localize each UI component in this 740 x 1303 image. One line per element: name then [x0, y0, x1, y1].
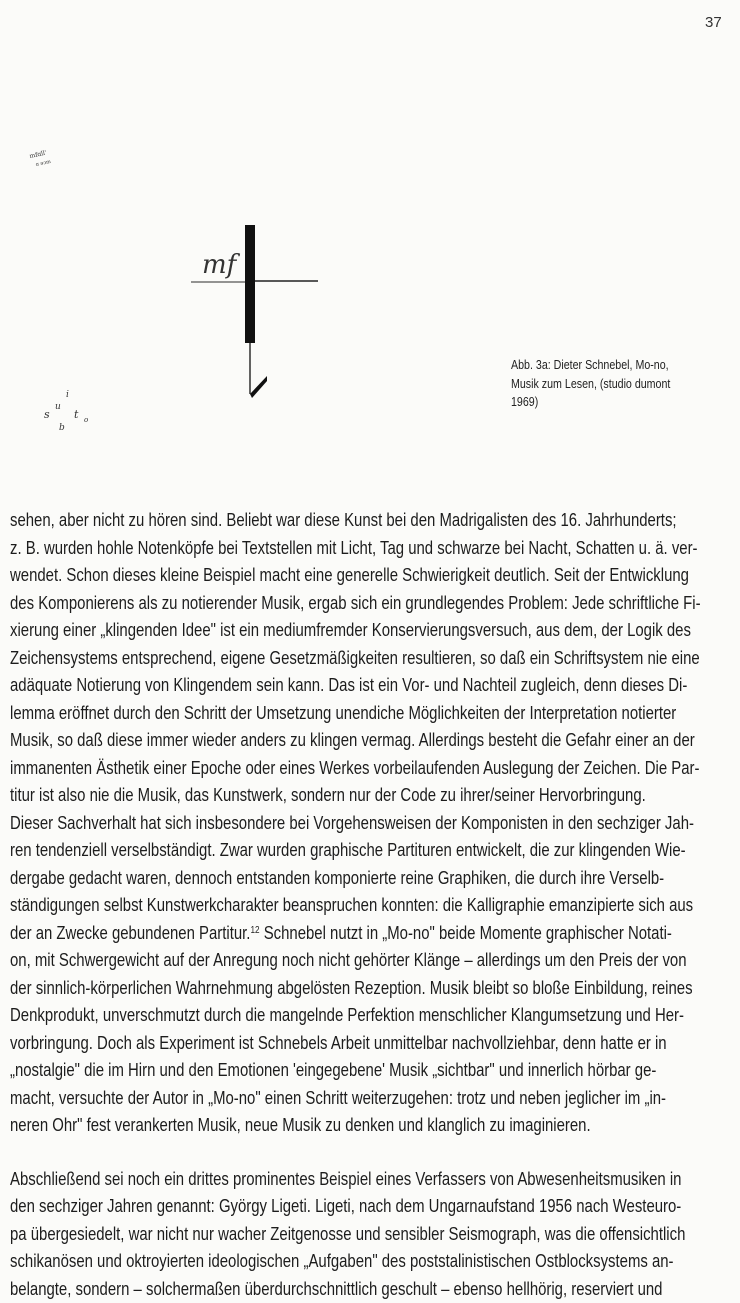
text-line: den sechziger Jahren genannt: György Ligeti. Ligeti, nach dem Ungarnaufstand 1956 nach Westeuro-: [10, 1193, 584, 1221]
text-line: Musik, so daß diese immer wieder anders zu klingen vermag. Allerdings besteht die Gefahr einer an der: [10, 727, 584, 755]
tiny-mark-2: ɑ əɔm: [35, 159, 51, 168]
text-line: lemma eröffnet durch den Schritt der Umsetzung unendiche Möglichkeiten der Interpretation notierter: [10, 700, 584, 728]
text-line: belangte, sondern – solchermaßen überdurchschnittlich geschult – ebenso hellhörig, reserviert und: [10, 1276, 584, 1303]
text-line: xierung einer „klingenden Idee" ist ein mediumfremder Konservierungsversuch, aus dem, der Logik des: [10, 617, 584, 645]
body-text: [10, 507, 710, 1303]
figure-mono-score: [0, 0, 740, 500]
letter-i: i: [66, 390, 69, 400]
letter-s: s: [44, 408, 50, 421]
text-line: Abschließend sei noch ein drittes prominentes Beispiel eines Verfassers von Abwesenheitsmusiken in: [10, 1166, 584, 1194]
dynamic-marking-mf: mf: [202, 250, 241, 280]
text-line: immanenten Ästhetik einer Epoche oder eines Werkes vorbeilaufenden Auslegung der Zeichen. Die Par-: [10, 755, 584, 783]
text-line: titur ist also nie die Musik, das Kunstwerk, sondern nur der Code zu ihrer/seiner Hervorbringung.: [10, 782, 584, 810]
text-line: neren Ohr" fest verankerten Musik, neue Musik zu denken und klanglich zu imaginieren.: [10, 1112, 584, 1140]
text-line: z. B. wurden hohle Notenköpfe bei Textstellen mit Licht, Tag und schwarze bei Nacht, Schatten u. ä. ver-: [10, 535, 584, 563]
text-line: Zeichensystems entsprechend, eigene Gesetzmäßigkeiten resultieren, so daß ein Schriftsystem nie eine: [10, 645, 584, 673]
text-line: ren tendenziell verselbständigt. Zwar wurden graphische Partituren entwickelt, die zur klingenden Wie-: [10, 837, 584, 865]
text-line: des Komponierens als zu notierender Musik, ergab sich ein grundlegendes Problem: Jede schriftliche Fi-: [10, 590, 584, 618]
paragraph-gap: [10, 1140, 710, 1166]
text-line: vorbringung. Doch als Experiment ist Schnebels Arbeit unmittelbar nachvollziehbar, denn hatte er in: [10, 1030, 584, 1058]
letter-t: t: [74, 408, 79, 421]
text-line: pa übergesiedelt, war nicht nur wacher Zeitgenosse und sensibler Seismograph, was die offensichtlich: [10, 1221, 584, 1249]
text-line: macht, versuchte der Autor in „Mo-no" einen Schritt weiterzugehen: trotz und neben jeglicher im „in-: [10, 1085, 584, 1113]
text-line: adäquate Notierung von Klingendem sein kann. Das ist ein Vor- und Nachteil zugleich, denn dieses Di-: [10, 672, 584, 700]
text-line: wendet. Schon dieses kleine Beispiel macht eine generelle Schwierigkeit deutlich. Seit der Entwicklung: [10, 562, 584, 590]
text-line: on, mit Schwergewicht auf der Anregung noch nicht gehörter Klänge – allerdings um den Preis der von: [10, 947, 584, 975]
score-graphic: [0, 0, 740, 500]
text-segment: der an Zwecke gebundenen Partitur.: [10, 923, 250, 943]
text-line: „nostalgie" die im Hirn und den Emotionen 'eingegebene' Musik „sichtbar" und innerlich hörbar ge-: [10, 1057, 584, 1085]
caption-line: Musik zum Lesen, (studio dumont: [511, 375, 683, 394]
text-line: Dieser Sachverhalt hat sich insbesondere bei Vorgehensweisen der Komponisten in den sechziger Jah-: [10, 810, 584, 838]
text-line: dergabe gedacht waren, dennoch entstanden komponierte reine Graphiken, die durch ihre Verselb-: [10, 865, 584, 893]
note-flag: [250, 376, 267, 398]
text-line: sehen, aber nicht zu hören sind. Beliebt war diese Kunst bei den Madrigalisten des 16. Jahrhunderts;: [10, 507, 584, 535]
text-segment: Schnebel nutzt in „Mo-no" beide Momente graphischer Notati-: [260, 923, 672, 943]
letter-b: b: [59, 423, 65, 433]
caption-line: Abb. 3a: Dieter Schnebel, Mo-no,: [511, 356, 683, 375]
letter-o: o: [84, 416, 88, 424]
figure-caption: [511, 356, 683, 412]
text-line: der sinnlich-körperlichen Wahrnehmung abgelösten Rezeption. Musik bleibt so bloße Einbildung, reines: [10, 975, 584, 1003]
tiny-mark-1: mfɑllʿ: [29, 149, 48, 160]
text-line: schikanösen und oktroyierten ideologischen „Aufgaben" des poststalinistischen Ostblocksystems an-: [10, 1248, 584, 1276]
page-number: 37: [705, 14, 722, 31]
text-line: Denkprodukt, unverschmutzt durch die mangelnde Perfektion menschlicher Klangumsetzung und Her-: [10, 1002, 584, 1030]
text-line-with-footnote: [10, 920, 584, 948]
footnote-reference[interactable]: 12: [250, 925, 259, 936]
text-line: ständigungen selbst Kunstwerkcharakter beanspruchen konnten: die Kalligraphie emanzipierte sich aus: [10, 892, 584, 920]
letter-u: u: [55, 402, 61, 412]
caption-line: 1969): [511, 393, 683, 412]
thick-vertical-stem: [245, 225, 255, 343]
